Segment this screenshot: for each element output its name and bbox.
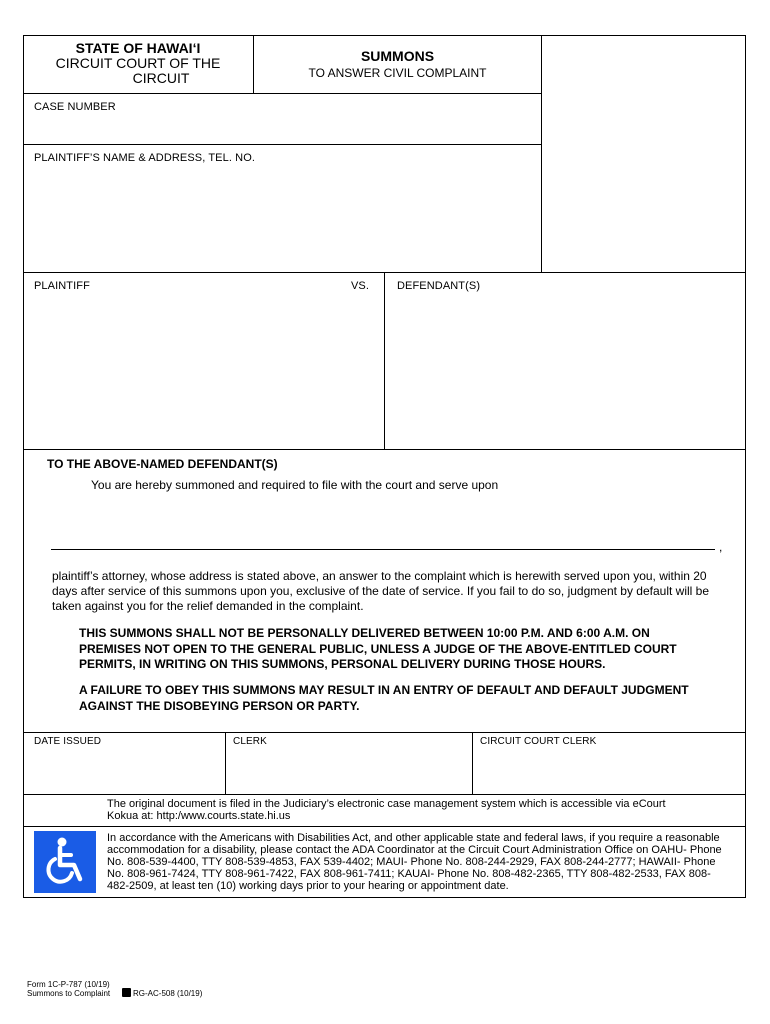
case-number-rule	[23, 144, 542, 145]
signature-divider-1	[225, 732, 226, 794]
form-title: SUMMONS	[360, 48, 435, 64]
plaintiff-label: PLAINTIFF	[34, 280, 90, 292]
rg-number: RG-AC-508 (10/19)	[133, 989, 203, 998]
form-subtitle: TO ANSWER CIVIL COMPLAINT	[308, 66, 487, 80]
efiling-notice: The original document is filed in the Judiciary’s electronic case management system which is accessible via eCourt Kokua at: http:/www.courts.state.hi.us	[107, 798, 666, 822]
comma: ,	[719, 540, 723, 554]
signature-top-rule	[23, 732, 746, 733]
header-divider	[253, 35, 254, 94]
ada-notice: In accordance with the Americans with Disabilities Act, and other applicable state and federal laws, if you require a reasonable accommodation for a disability, please contact the ADA Coordinator at the Circuit Court Administration Office on OAHU- Phone No. 808-539-4400, TTY 808-539-4853, FAX 539-4402; MAUI- Phone No. 808-244-2929, FAX 808-244-2777; HAWAII- Phone No. 808-961-7424, TTY 808-961-7422, FAX 808-961-7411; KAUAI- Phone No. 808-482-2365, TTY 808-482-2533, FAX 808-482-2509, at least ten (10) working days prior to your hearing or appointment date.	[107, 832, 722, 892]
parties-divider	[384, 272, 385, 449]
notice-rule	[23, 826, 746, 827]
vs-label: VS.	[351, 280, 370, 292]
state-name: STATE OF HAWAI‘I	[75, 40, 201, 56]
seal-icon	[122, 988, 131, 997]
court-line-2: CIRCUIT	[132, 70, 190, 86]
body-heading: TO THE ABOVE-NAMED DEFENDANT(S)	[47, 457, 278, 471]
circuit-court-clerk-label: CIRCUIT COURT CLERK	[480, 736, 597, 747]
attorney-name-line	[51, 549, 715, 550]
signature-bottom-rule	[23, 794, 746, 795]
body-paragraph: plaintiff’s attorney, whose address is stated above, an answer to the complaint which is herewith served upon you, within 20 days after service of this summons upon you, exclusive of the date of service. If you fail to do so, judgment by default will be taken against you for the relief demanded in the complaint.	[52, 569, 710, 613]
defendants-label: DEFENDANT(S)	[397, 280, 481, 292]
wheelchair-icon	[34, 831, 96, 893]
clerk-label: CLERK	[233, 736, 267, 747]
signature-divider-2	[472, 732, 473, 794]
plaintiff-address-label: PLAINTIFF’S NAME & ADDRESS, TEL. NO.	[34, 152, 256, 164]
date-issued-label: DATE ISSUED	[34, 736, 102, 747]
case-number-label: CASE NUMBER	[34, 101, 116, 113]
parties-bottom-rule	[23, 449, 746, 450]
delivery-warning: THIS SUMMONS SHALL NOT BE PERSONALLY DELIVERED BETWEEN 10:00 P.M. AND 6:00 A.M. ON PREMISES NOT OPEN TO THE GENERAL PUBLIC, UNLESS A JUDGE OF THE ABOVE-ENTITLED COURT PERMITS, IN WRITING ON THIS SUMMONS, PERSONAL DELIVERY DURING THOSE HOURS.	[79, 626, 677, 671]
default-warning: A FAILURE TO OBEY THIS SUMMONS MAY RESULT IN AN ENTRY OF DEFAULT AND DEFAULT JUDGMENT AGAINST THE DISOBEYING PERSON OR PARTY.	[79, 683, 689, 713]
form-name: Summons to Complaint	[27, 989, 111, 998]
form-number: Form 1C-P-787 (10/19)	[27, 980, 110, 989]
body-intro: You are hereby summoned and required to file with the court and serve upon	[91, 478, 499, 492]
court-line-1: CIRCUIT COURT OF THE	[55, 55, 221, 71]
header-bottom-rule	[23, 93, 542, 94]
